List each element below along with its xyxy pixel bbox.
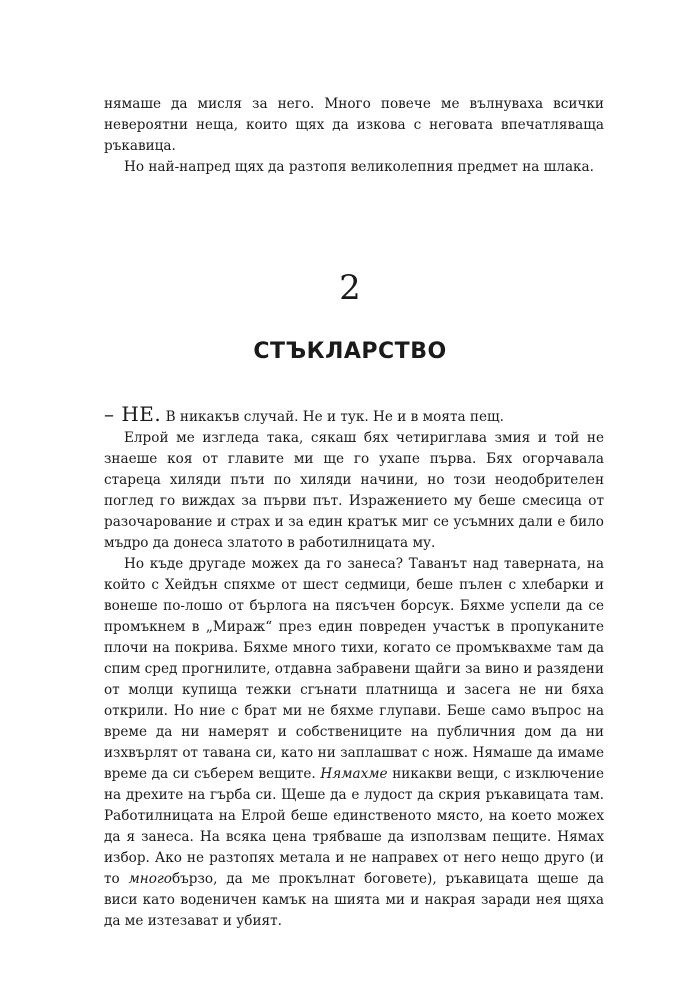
emphasis: много bbox=[128, 871, 172, 887]
paragraph: Елрой ме изгледа така, сякаш бях четириглава змия и той не знаеше коя от главите ми ще го ухапе първа. Бях огорчавала стареца хиляди пъти по хиляди начини, но този неодобрителен поглед го виждах за първи път. Изражението му беше смесица от разочарование и страх и за един кратък миг се усъмних дали е било мъдро да донеса златото в работилницата му. bbox=[104, 430, 604, 551]
paragraph: нямаше да мисля за него. Много повече ме вълнуваха всички невероятни неща, които щях да изкова с неговата впечатляваща ръкавица. bbox=[104, 96, 604, 154]
text-run: Но къде другаде можех да го занеса? Таванът над таверната, на който с Хейдън спяхме от шест седмици, беше пълен с хлебарки и вонеше по-лошо от бърлога на пясъчен борсук. Бяхме успели да се промъкнем в „Мираж“ през един повреден участък в пропуканите плочи на покрива. Бяхме много тихи, когато се промъквахме там да спим сред прогнилите, отдавна забравени щайги за вино и разядени от молци купища тежки сгънати платнища и засега не ни бяха открили. Но ние с брат ми не бяхме глупави. Беше само въпрос на време да ни намерят и собствениците на публичния дом да ни изхвърлят от тавана си, като ни заплашват с нож. Нямаше да имаме време да си съберем вещите. bbox=[104, 556, 604, 782]
emphasis: Нямахме bbox=[320, 766, 388, 782]
text-run: никакви вещи, с изключение на дрехите на гърба си. Щеше да е лудост да скрия ръкавицата там. Работилницата на Елрой беше единственото място, на което можех да я занеса. На всяка цена трябваше да използвам пещите. Нямах избор. Ако не разтопях метала и не направех от него нещо друго (и то bbox=[104, 766, 605, 887]
previous-chapter-ending bbox=[104, 94, 604, 178]
paragraph bbox=[104, 554, 604, 932]
chapter-title: СТЪКЛАРСТВО bbox=[253, 339, 447, 364]
opening-lead: – НЕ. bbox=[104, 402, 162, 426]
opening-paragraph bbox=[104, 404, 604, 428]
opening-rest: В никакъв случай. Не и тук. Не и в моята пещ. bbox=[161, 409, 504, 425]
paragraph: Но най-напред щях да разтопя великолепния предмет на шлака. bbox=[124, 159, 594, 175]
text-run: бързо, да ме прокълнат боговете), ръкавицата щеше да виси като воденичен камък на шията ми и накрая заради нея щяха да ме изтезават и убият. bbox=[104, 871, 604, 929]
chapter-number: 2 bbox=[339, 268, 361, 308]
chapter-body bbox=[104, 404, 604, 932]
